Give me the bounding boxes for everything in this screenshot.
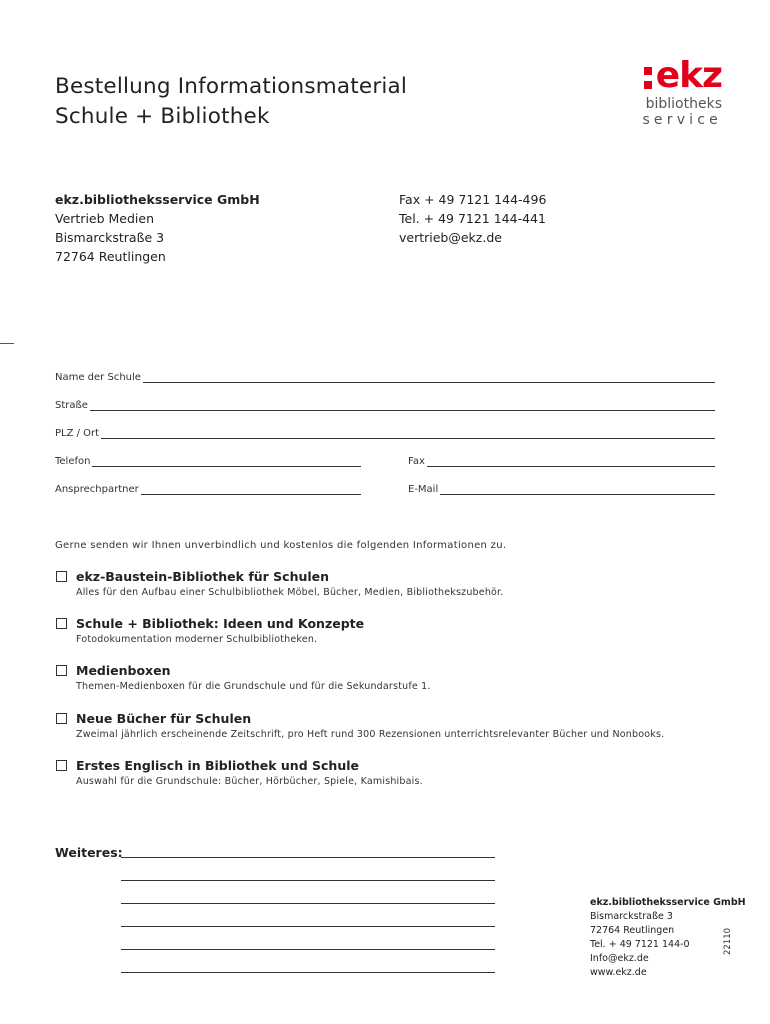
contact-person-label: Ansprechpartner — [55, 484, 139, 495]
checkbox[interactable] — [56, 618, 67, 629]
weiteres-line-4[interactable] — [121, 926, 495, 927]
option-title: Schule + Bibliothek: Ideen und Konzepte — [76, 616, 365, 631]
school-name-line[interactable] — [143, 372, 715, 383]
page-title — [55, 72, 407, 132]
checkbox[interactable] — [56, 713, 67, 724]
option-medienboxen[interactable] — [56, 663, 431, 692]
checkbox[interactable] — [56, 760, 67, 771]
option-title: ekz-Baustein-Bibliothek für Schulen — [76, 569, 330, 584]
email-line[interactable] — [440, 484, 715, 495]
ekz-logo — [622, 55, 722, 128]
street-field[interactable] — [55, 400, 715, 411]
checkbox[interactable] — [56, 665, 67, 676]
contact-info — [399, 190, 546, 247]
address-company: ekz.bibliotheksservice GmbH — [55, 192, 260, 207]
address-city: 72764 Reutlingen — [55, 249, 166, 264]
option-description: Zweimal jährlich erscheinende Zeitschrift, pro Heft rund 300 Rezensionen unterrichtsrelevanter Bücher und Nonbooks. — [76, 729, 665, 740]
weiteres-line-6[interactable] — [121, 972, 495, 973]
option-description: Fotodokumentation moderner Schulbibliotheken. — [76, 634, 318, 645]
option-title: Neue Bücher für Schulen — [76, 711, 252, 726]
logo-colon-icon — [644, 67, 652, 89]
option-neue-buecher[interactable] — [56, 711, 664, 740]
option-ideen-konzepte[interactable] — [56, 616, 364, 645]
footer-street: Bismarckstraße 3 — [590, 911, 673, 922]
contact-person-field[interactable] — [55, 484, 361, 495]
footer-tel: Tel. + 49 7121 144-0 — [590, 939, 690, 950]
footer-company: ekz.bibliotheksservice GmbH — [590, 897, 746, 908]
logo-brand: ekz — [655, 55, 722, 96]
option-title: Erstes Englisch in Bibliothek und Schule — [76, 758, 359, 773]
plz-city-line[interactable] — [101, 428, 715, 439]
weiteres-line-3[interactable] — [121, 903, 495, 904]
school-name-field[interactable] — [55, 372, 715, 383]
title-line-1: Bestellung Informationsmaterial — [55, 74, 408, 99]
option-title: Medienboxen — [76, 663, 171, 678]
option-baustein-bibliothek[interactable] — [56, 569, 504, 598]
email-field[interactable] — [408, 484, 715, 495]
school-name-label: Name der Schule — [55, 372, 141, 383]
option-description: Auswahl für die Grundschule: Bücher, Hörbücher, Spiele, Kamishibais. — [76, 776, 423, 787]
contact-tel: Tel. + 49 7121 144-441 — [399, 211, 546, 226]
document-code: 22110 — [723, 927, 733, 955]
email-label: E-Mail — [408, 484, 439, 495]
plz-city-field[interactable] — [55, 428, 715, 439]
logo-subtitle-1: bibliotheks — [645, 96, 722, 112]
fax-field[interactable] — [408, 456, 715, 467]
contact-email: vertrieb@ekz.de — [399, 230, 502, 245]
phone-line[interactable] — [92, 456, 361, 467]
fold-mark — [0, 343, 14, 344]
address-street: Bismarckstraße 3 — [55, 230, 165, 245]
weiteres-line-5[interactable] — [121, 949, 495, 950]
street-label: Straße — [55, 400, 88, 411]
fax-label: Fax — [408, 456, 425, 467]
fax-line[interactable] — [427, 456, 715, 467]
checkbox[interactable] — [56, 571, 67, 582]
weiteres-line-2[interactable] — [121, 880, 495, 881]
option-erstes-englisch[interactable] — [56, 758, 423, 787]
footer-city: 72764 Reutlingen — [590, 925, 675, 936]
address-dept: Vertrieb Medien — [55, 211, 155, 226]
logo-subtitle-2: service — [642, 112, 722, 128]
phone-field[interactable] — [55, 456, 361, 467]
option-description: Themen-Medienboxen für die Grundschule und für die Sekundarstufe 1. — [76, 681, 431, 692]
footer-web: www.ekz.de — [590, 967, 647, 978]
intro-text: Gerne senden wir Ihnen unverbindlich und kostenlos die folgenden Informationen zu. — [55, 540, 507, 551]
phone-label: Telefon — [55, 456, 91, 467]
plz-city-label: PLZ / Ort — [55, 428, 100, 439]
recipient-address — [55, 190, 260, 266]
contact-fax: Fax + 49 7121 144-496 — [399, 192, 547, 207]
contact-person-line[interactable] — [141, 484, 361, 495]
footer-email: Info@ekz.de — [590, 953, 649, 964]
weiteres-label: Weiteres: — [55, 845, 123, 860]
title-line-2: Schule + Bibliothek — [55, 104, 270, 129]
weiteres-line-1[interactable] — [121, 857, 495, 858]
option-description: Alles für den Aufbau einer Schulbibliothek Möbel, Bücher, Medien, Bibliothekszubehör. — [76, 587, 504, 598]
street-line[interactable] — [90, 400, 715, 411]
